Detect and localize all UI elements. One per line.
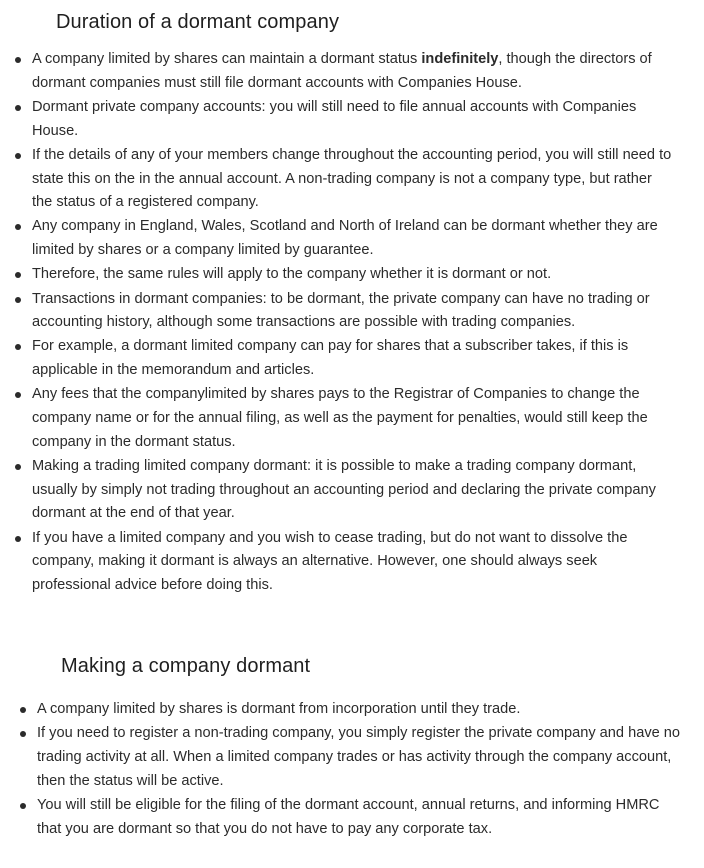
list-item bbox=[0, 144, 704, 215]
bullet-dot-icon bbox=[15, 105, 21, 111]
section-heading: Making a company dormant bbox=[61, 655, 311, 677]
item-text-pre: Transactions in dormant companies: to be dormant, the private company can have no trading or accounting history, although some transactions are possible with trading companies. bbox=[32, 290, 650, 331]
item-text-pre: Any fees that the companylimited by shares pays to the Registrar of Companies to change the company name or for the annual filing, as well as the payment for penalties, would still keep the company in the dormant status. bbox=[32, 386, 648, 450]
item-text-pre: A company limited by shares is dormant from incorporation until they trade. bbox=[37, 701, 521, 717]
list-item bbox=[0, 455, 704, 526]
bullet-dot-icon bbox=[15, 344, 21, 350]
item-text-pre: Any company in England, Wales, Scotland and North of Ireland can be dormant whether they are limited by shares or a company limited by guarantee. bbox=[32, 218, 658, 259]
item-text-bold: indefinitely bbox=[421, 51, 499, 67]
item-text-post: , though the directors of dormant companies must still file dormant accounts with Companies House. bbox=[32, 51, 652, 91]
item-text-pre: Therefore, the same rules will apply to the company whether it is dormant or not. bbox=[32, 266, 552, 283]
bullet-dot-icon bbox=[15, 153, 21, 159]
list-item bbox=[0, 722, 704, 793]
bullet-dot-icon bbox=[15, 464, 21, 470]
bullet-list bbox=[0, 698, 704, 841]
list-item bbox=[0, 794, 704, 841]
item-text-pre: If you have a limited company and you wish to cease trading, but do not want to dissolve the company, making it dormant is always an alternative. However, one should always seek professional advice before doing this. bbox=[32, 529, 628, 593]
list-item bbox=[0, 698, 704, 722]
item-text-pre: For example, a dormant limited company can pay for shares that a subscriber takes, if this is applicable in the memorandum and articles. bbox=[32, 338, 629, 379]
bullet-dot-icon bbox=[15, 272, 21, 278]
bullet-dot-icon bbox=[20, 803, 26, 809]
bullet-dot-icon bbox=[20, 707, 26, 713]
bullet-dot-icon bbox=[15, 392, 21, 398]
list-item bbox=[0, 288, 704, 335]
bullet-list bbox=[0, 48, 704, 598]
section-heading: Duration of a dormant company bbox=[56, 11, 340, 33]
item-text-pre: A company limited by shares can maintain a dormant status bbox=[32, 51, 422, 67]
item-text-pre: Making a trading limited company dormant: it is possible to make a trading company dormant, usually by simply not trading throughout an accounting period and declaring the private company dormant at the end of that year. bbox=[32, 457, 656, 522]
list-item bbox=[0, 48, 704, 95]
bullet-dot-icon bbox=[15, 297, 21, 303]
list-item bbox=[0, 96, 704, 143]
list-item bbox=[0, 335, 704, 382]
section-making-dormant bbox=[0, 652, 704, 842]
item-text-pre: If you need to register a non-trading company, you simply register the private company and have no trading activity at all. When a limited company trades or has activity through the company account, then the status will be active. bbox=[37, 725, 681, 789]
bullet-dot-icon bbox=[15, 57, 21, 63]
bullet-dot-icon bbox=[20, 731, 26, 737]
bullet-dot-icon bbox=[15, 536, 21, 542]
item-text-pre: If the details of any of your members change throughout the accounting period, you will still need to state this on the in the annual account. A non-trading company is not a company type, but rather the status of a registered company. bbox=[32, 146, 672, 211]
list-item bbox=[0, 383, 704, 454]
list-item bbox=[0, 263, 704, 287]
section-duration bbox=[0, 8, 704, 598]
list-item bbox=[0, 215, 704, 262]
bullet-dot-icon bbox=[15, 224, 21, 230]
item-text-pre: Dormant private company accounts: you will still need to file annual accounts with Companies House. bbox=[32, 98, 637, 139]
list-item bbox=[0, 527, 704, 598]
item-text-pre: You will still be eligible for the filing of the dormant account, annual returns, and informing HMRC that you are dormant so that you do not have to pay any corporate tax. bbox=[37, 796, 660, 837]
